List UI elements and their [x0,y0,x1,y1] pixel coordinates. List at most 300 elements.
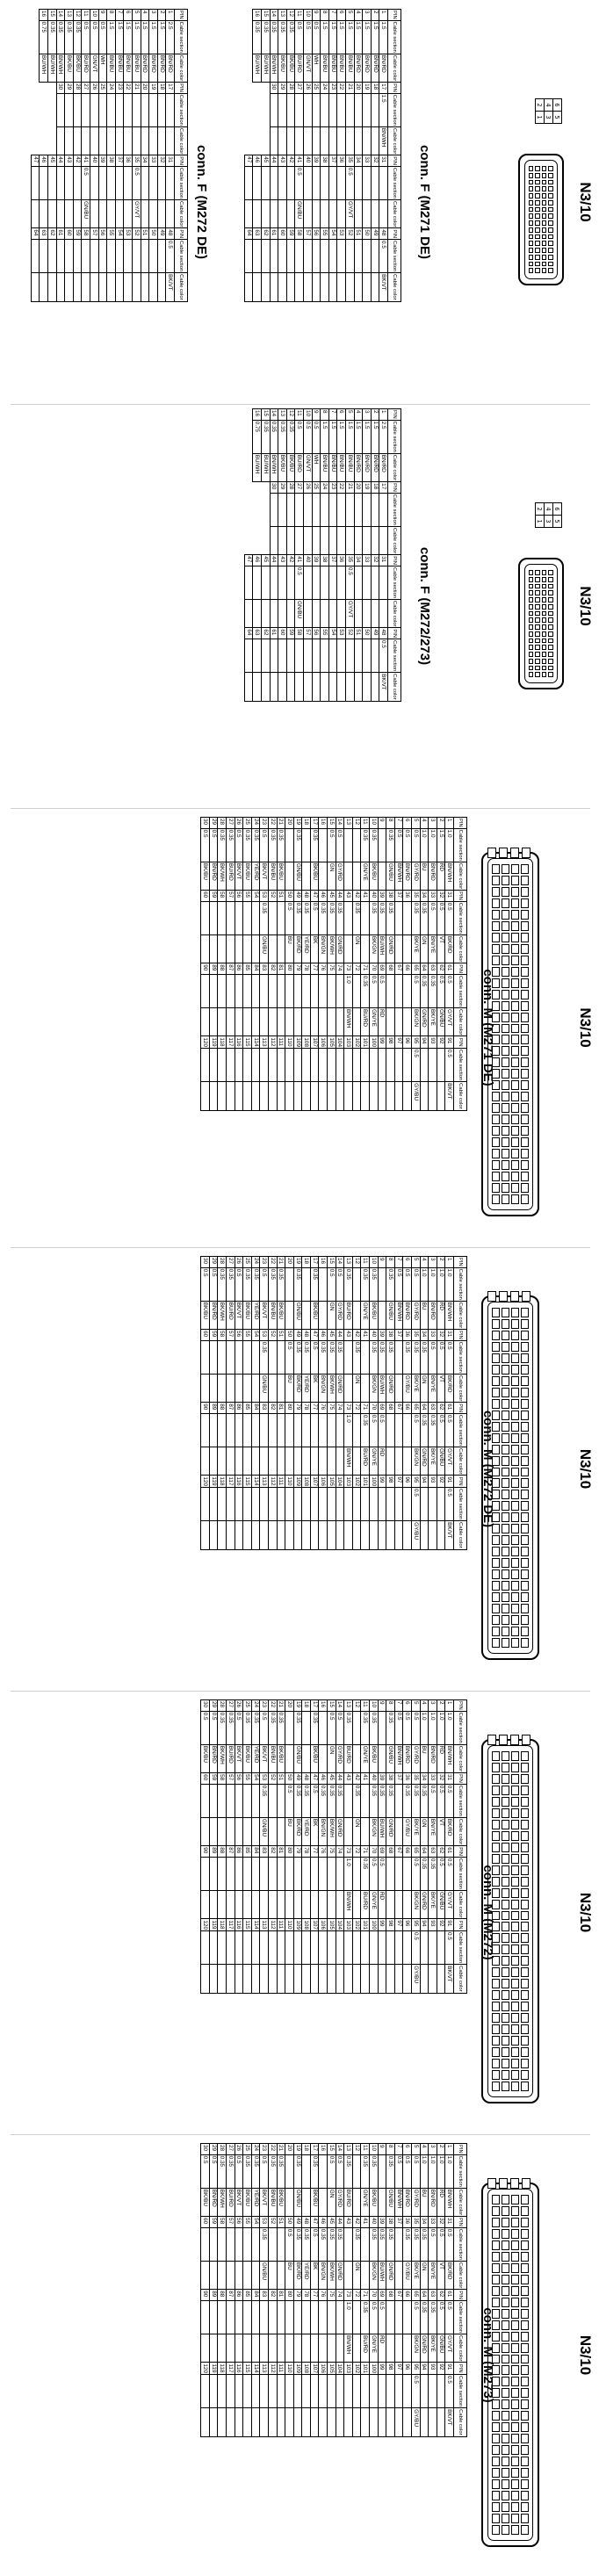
pinout-cell: 0.5 [412,1049,421,1082]
pinout-cell: 0.35 [403,1784,412,1817]
pinout-cell: 0.35 [226,828,235,862]
pinout-row [328,2144,336,2437]
pinout-cell [209,2408,218,2436]
pinout-cell: 0.35 [344,2154,353,2188]
pinout-cell: 0.35 [361,828,370,862]
pinout-cell: 1.0 [420,1711,429,1744]
connector-pin [521,2320,529,2330]
pinout-row [437,818,445,1111]
pinout-cell: VT [437,934,445,963]
pinout-cell [90,240,99,273]
pinout-cell: BU [285,1374,294,1402]
pinout-cell: GY/VT [445,1008,454,1036]
pinout-cell [403,1008,412,1036]
pinout-cell: 5 [412,818,421,829]
pinout-cell: 23 [260,818,269,829]
pinout-cell [379,566,388,599]
pinout-cell: 10 [90,10,99,21]
pinout-cell: 31 [379,555,388,566]
pinout-row [166,10,175,302]
pinout-cell: 17 [310,818,319,829]
pinout-cell: 59 [209,2217,218,2228]
pinout-cell: 63 [253,228,262,240]
pinout-cell: 0.35 [344,1711,353,1744]
pinout-cell: BK/RD [293,934,302,963]
pinout-cell: 117 [227,2363,234,2373]
pinout-cell: 84 [251,1403,260,1414]
pinout-cell [260,1931,269,1965]
pinout-cell [370,1082,379,1110]
pinout-cell: 0.5 [403,828,412,862]
section-subtitle: conn. M (M271 DE) [480,969,495,1086]
pinout-cell: GY/VT [346,600,355,628]
pinout-cell [141,93,149,126]
pinout-cell: 81 [277,1403,285,1414]
connector-pin [521,2286,529,2296]
pinout-cell [251,974,260,1007]
pinout-cell: 57 [226,891,235,902]
pinout-cell [56,126,65,155]
pinout-cell: 105 [328,1920,335,1930]
pinout-cell: 87 [226,1846,235,1858]
pinout-cell: BK/BU [201,1301,210,1329]
pinout-cell: 42 [352,2217,361,2228]
pinout-cell [319,2408,328,2436]
pinout-header-cell: PIN [388,10,401,21]
pinout-cell: 0.35 [310,2154,319,2188]
pinout-cell: 52 [268,891,277,902]
pinout-cell: 0.35 [352,1340,361,1374]
pinout-cell: 99 [378,1036,386,1049]
pinout-cell [268,1857,277,1890]
pinout-cell: 33 [429,891,437,902]
pinout-cell [354,673,363,701]
pinout-row [378,818,386,1111]
connector-pin [521,978,529,988]
pinout-cell [226,901,235,934]
pinout-cell: 50 [285,2217,294,2228]
pinout-cell: 0.35 [260,1340,269,1374]
pinout-cell [268,2300,277,2334]
connector-pin [536,577,541,582]
pinout-cell [352,1857,361,1890]
pinout-row [218,1700,227,1994]
connector-pin [521,1524,529,1533]
pinout-cell: 43 [344,891,353,902]
pinout-cell [277,1049,285,1082]
connector-side-tab [499,848,508,858]
pinout-cell: 0.35 [73,20,82,54]
connector-pin [521,1149,529,1158]
pinout-header-cell: Cable section [454,1488,467,1521]
pinout-cell: 61 [270,228,278,240]
connector-pin [502,1376,509,1386]
pinout-cell [286,493,295,526]
pinout-cell: 56 [235,2217,243,2228]
pinout-cell: BK/BU [370,1301,379,1329]
connector-pin [521,1512,529,1522]
pinout-cell [133,240,141,273]
pinout-cell [209,1857,218,1890]
pinout-cell: 0.35 [270,420,278,453]
pinout-cell [429,2375,437,2408]
connector-pin [521,1001,529,1011]
pinout-cell: 94 [420,2363,429,2375]
pinout-cell: 109 [294,1476,301,1487]
pinout-cell: 29 [278,482,287,494]
pinout-cell: 40 [370,1773,379,1785]
pinout-cell: 3 [429,2144,437,2155]
pinout-cell [218,1521,227,1549]
connector-pin [521,2457,529,2466]
pinout-cell: GN/BU [260,934,269,963]
pinout-cell: GY/BU [412,1521,421,1549]
pinout-cell [226,1049,235,1082]
connector-pin [511,1763,519,1772]
pinout-cell [352,828,361,862]
pinout-cell [235,2227,243,2261]
pinout-cell: 51 [354,228,363,240]
connector-pin [521,1535,529,1545]
pinout-cell: 85 [243,1846,252,1858]
pinout-cell: 50 [149,228,158,240]
pinout-cell: 18 [157,83,166,94]
pinout-header-cell: Cable section [454,1340,467,1374]
pinout-cell: 28 [286,482,295,494]
pinout-cell [235,1488,243,1521]
pinout-cell: 27 [295,482,304,494]
pinout-cell [201,1374,210,1402]
pinout-cell [378,2154,386,2188]
pinout-cell: 116 [235,1476,242,1486]
connector-pin [511,2047,519,2057]
connector-pin [549,645,554,650]
connector-pin [511,2024,519,2034]
pinout-cell: 58 [218,2217,227,2228]
pinout-cell [278,600,287,628]
pinout-cell: BN/BU [268,2188,277,2216]
pinout-row [98,10,107,302]
connector-pin [511,1137,519,1147]
pinout-cell: 118 [219,1476,226,1486]
pinout-cell: 34 [420,1773,429,1785]
pinout-row [437,2144,445,2437]
connector-pin-grid [492,2195,529,2535]
connector-pin [521,1956,529,1966]
pinout-cell [226,1784,235,1817]
pinout-cell: BK/BU [286,54,295,82]
pinout-header-cell: Cable color [175,126,188,155]
pinout-cell: 119 [210,1476,217,1486]
pinout-cell: 34 [141,155,149,167]
pinout-header-cell: PIN [454,2217,467,2228]
pinout-cell: 104 [336,2363,343,2374]
pinout-cell: 1.5 [379,93,388,126]
pinout-cell: 14 [336,1700,344,1712]
pinout-row [344,818,353,1111]
pinout-cell [226,1965,235,1993]
pinout-cell: 85 [243,963,252,975]
connector-pin [521,1331,529,1340]
pinout-row [346,409,355,702]
pinout-cell: 49 [293,1330,302,1341]
pinout-cell [319,1744,328,1772]
pinout-cell [31,240,40,273]
pinout-cell: 24 [251,1257,260,1268]
connector-pin [521,2468,529,2478]
pinout-cell [293,1008,302,1036]
connector-pin [502,2206,509,2216]
pinout-cell [361,1049,370,1082]
pinout-cell: 59 [209,891,218,902]
pinout-cell: 110 [285,1920,292,1930]
pinout-cell [285,2375,294,2408]
pinout-cell: 107 [311,1476,318,1487]
connector-pin [529,672,534,677]
pinout-cell [235,934,243,963]
pinout-cell: BU [285,2261,294,2289]
pinout-cell [149,93,158,126]
connector-pin [511,2502,519,2512]
pinout-cell: BK/BU [370,862,379,890]
pinout-cell: 0.35 [293,1711,302,1744]
pinout-cell [346,493,355,526]
pinout-cell [56,200,65,228]
pinout-cell: BN/WH [344,1891,353,1919]
pinout-cell: 17 [310,1257,319,1268]
pinout-cell: BN/YE [429,1374,437,1402]
pinout-cell [304,673,313,701]
pinout-cell: YE/RD [251,862,260,890]
pinout-cell [201,2408,210,2436]
pinout-cell [403,1891,412,1919]
pinout-cell [260,1008,269,1036]
pinout-cell: GN/YE [370,1447,379,1476]
pinout-cell [201,1447,210,1476]
pinout-cell: 22 [268,1257,277,1268]
pinout-cell [328,1008,336,1036]
connector-pin [502,967,509,977]
pinout-cell: 51 [277,1773,285,1785]
pinout-cell [166,93,175,126]
pinout-cell: 110 [285,1037,292,1047]
pinout-cell: 32 [437,1330,445,1341]
pinout-cell: BN/RD [371,54,379,82]
connector-pin [511,1569,519,1579]
pinout-cell: 0.35 [370,1340,379,1374]
pinout-cell: 0.5 [285,1784,294,1817]
connector-pin [511,1115,519,1124]
pinout-cell: 114 [252,2363,259,2373]
pinout-cell [277,1817,285,1845]
pinout-cell: 103 [345,1476,352,1487]
pinout-cell: 0.35 [429,2300,437,2334]
pinout-cell: BK/GN [370,934,379,963]
pinout-cell [40,93,48,126]
pinout-cell: 75 [328,963,336,975]
pinout-cell: 77 [310,1403,319,1414]
pinout-row [48,10,57,302]
connector-pin [502,2502,509,2512]
connector-pin [502,1468,509,1477]
connector-pin [502,2365,509,2375]
connector-pin [502,2422,509,2432]
connector-pin [502,1183,509,1193]
pinout-cell [277,1931,285,1965]
pinout-cell: 44 [336,1330,344,1341]
pinout-cell [48,200,57,228]
pinout-row [278,409,287,702]
pinout-cell: 1 [379,10,388,21]
pinout-cell [319,1301,328,1329]
connector-pin [511,1831,519,1841]
pinout-header-cell: Cable color [175,54,188,82]
pinout-cell: 47 [244,155,253,167]
pinout-header-cell: PIN [454,1036,467,1049]
pinout-cell [270,600,278,628]
pinout-cell: 8 [321,10,329,21]
pinout-cell: 0.35 [361,1711,370,1744]
pinout-cell: 50 [285,1773,294,1785]
pinout-cell [209,974,218,1007]
pinout-cell: 1.0 [445,2154,454,2188]
pinout-cell: BN/WH [344,1008,353,1036]
connector-pin [502,1615,509,1625]
connector-pin [511,2082,519,2091]
pinout-cell [293,1413,302,1447]
pinout-cell [243,2408,252,2436]
connector-pin [529,611,534,617]
pinout-cell: 39 [312,555,321,566]
pinout-cell: 80 [285,963,294,975]
pinout-cell [268,1488,277,1521]
mini-pin-key-cell: 4 [545,503,553,516]
pinout-row [337,409,346,702]
pinout-cell: BN/WH [56,54,65,82]
connector-pin [502,1024,509,1034]
pinout-cell: 1.5 [379,20,388,54]
connector-pin [511,1865,519,1875]
pinout-cell [268,1521,277,1549]
pinout-cell [253,639,262,673]
pinout-cell [293,2375,302,2408]
pinout-cell: 97 [394,1476,403,1488]
pinout-cell [310,1931,319,1965]
pinout-cell: 28 [73,83,82,94]
connector-pin [502,1501,509,1511]
pinout-cell [243,1082,252,1110]
pinout-cell [361,1965,370,1993]
pinout-cell: 60 [65,228,74,240]
connector-pin [542,597,547,603]
pinout-cell [226,1082,235,1110]
pinout-row [268,1257,277,1550]
pinout-header-cell: Cable color [454,862,467,890]
pinout-cell [394,1413,403,1447]
pinout-cell: 16 [319,818,328,829]
pinout-cell [310,1521,319,1549]
connector-pin-grid [529,570,553,677]
pinout-header-cell: Cable section [388,240,401,273]
connector-pin [511,1535,519,1545]
pinout-cell: 0.5 [235,1267,243,1301]
connector-pin [529,624,534,630]
pinout-cell [201,2261,210,2289]
connector-pin [529,645,534,650]
connector-pin [511,2457,519,2466]
pinout-cell [251,1521,260,1549]
pinout-cell: BK/WH [218,862,227,890]
pinout-cell [386,974,395,1007]
pinout-cell [293,974,302,1007]
pinout-cell [361,2408,370,2436]
connector-pin [511,1035,519,1044]
pinout-row [378,1257,386,1550]
pinout-cell [31,10,40,21]
pinout-cell [82,240,90,273]
pinout-cell [321,566,329,599]
pinout-cell: 20 [141,83,149,94]
pinout-cell: 61 [270,628,278,639]
pinout-cell: BK/BU [243,2188,252,2216]
pinout-cell: 74 [336,1846,344,1858]
pinout-cell [268,2408,277,2436]
pinout-cell [90,200,99,228]
pinout-cell [48,166,57,199]
pinout-cell: 82 [268,1403,277,1414]
pinout-cell [48,126,57,155]
pinout-cell: 33 [149,155,158,167]
pinout-row [244,409,253,702]
pinout-row [386,1700,395,1994]
pinout-cell: 53 [260,1330,269,1341]
pinout-cell: 100 [370,1476,377,1487]
pinout-cell: BN/BU [328,453,337,481]
pinout-cell: 0.5 [429,901,437,934]
connector-pin [511,2309,519,2319]
pinout-row [378,1700,386,1994]
pinout-cell [378,828,386,862]
pinout-cell: 0.35 [226,1267,235,1301]
pinout-cell: BU [420,1744,429,1772]
pinout-cell [319,974,328,1007]
connector-pin [511,1808,519,1818]
pinout-row [336,1257,344,1550]
pinout-cell: 9 [378,1700,386,1712]
connector-pin [511,2343,519,2353]
pinout-cell [201,974,210,1007]
pinout-cell: 2 [437,1257,445,1268]
pinout-cell: 14 [336,818,344,829]
pinout-cell [361,1488,370,1521]
pinout-cell: 12 [352,2144,361,2155]
pinout-row [437,1257,445,1550]
pinout-row [370,2144,379,2437]
connector-pin [502,910,509,920]
pinout-cell: 57 [226,2217,235,2228]
pinout-cell: 37 [115,155,124,167]
pinout-cell [244,639,253,673]
pinout-cell [226,1931,235,1965]
pinout-cell: GN/BU [386,2188,395,2216]
pinout-cell: GN/RD [386,1374,395,1402]
pinout-cell: 80 [285,1403,294,1414]
pinout-cell [378,1267,386,1301]
pinout-table [244,408,401,702]
mini-pin-key-cell: 6 [553,503,562,516]
pinout-cell: 43 [344,1330,353,1341]
pinout-cell: 36 [403,891,412,902]
